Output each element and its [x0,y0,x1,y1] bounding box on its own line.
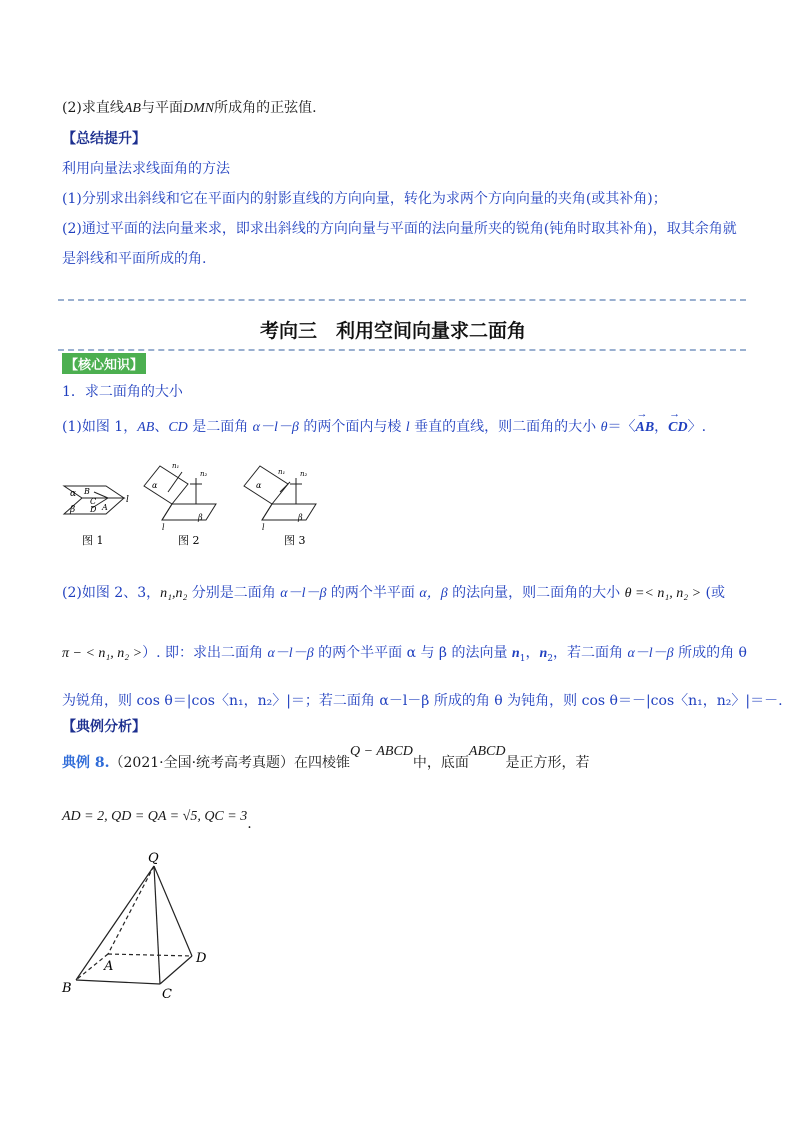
section-divider-top [58,299,746,301]
fig1-beta: β [70,505,76,515]
normal-vectors: n₁,n₂ [160,586,188,601]
vertex-B: B [62,981,72,996]
vector-cd: → CD [668,420,687,436]
vertex-D: D [196,951,207,966]
fig1-C: C [90,497,97,506]
question-2: (2)求直线AB与平面DMN所成角的正弦值. [62,100,317,116]
fig1-D: D [90,505,97,514]
figure-1-caption: 图 1 [82,534,104,547]
summary-point-2b: 是斜线和平面所成的角. [62,251,207,267]
fig1-B: B [84,487,90,496]
fig3-alpha: α [256,481,262,490]
fig2-n1: n₁ [172,462,180,470]
core-paragraph-2: (2)如图 2、3，n₁,n₂ 分别是二面角 α－l－β 的两个半平面 α，β 的法向量，则二面角的大小 θ =< n₁, n₂ > (或 [62,585,725,601]
fig2-beta: β [198,513,203,522]
fig3-l: l [262,523,265,532]
core-item-1: 1．求二面角的大小 [62,384,183,400]
section-title: 考向三 利用空间向量求二面角 [260,320,527,342]
vertex-A: A [104,959,114,974]
vertex-C: C [162,987,172,1000]
core-paragraph-1: (1)如图 1，AB、CD 是二面角 α－l－β 的两个面内与棱 l 垂直的直线，则二面角的大小 θ＝〈→ AB，→ CD〉. [62,416,706,436]
vector-ab: → AB [635,420,654,436]
vertex-Q: Q [148,851,159,866]
pyramid-figure [58,850,218,1000]
core-knowledge-badge: 【核心知识】 [62,353,146,374]
fig1-l: l [126,495,129,505]
fig2-n2: n₂ [200,470,208,478]
fig2-alpha: α [152,481,158,490]
fig3-beta: β [298,513,303,522]
angle-formula: θ =< n₁, n₂ > [624,586,702,601]
fig1-alpha: α [70,489,77,499]
figure-row [58,462,388,562]
figure-3-caption: 图 3 [284,534,306,547]
example-badge: 【典例分析】 [62,719,146,735]
figure-2-caption: 图 2 [178,534,200,547]
core-paragraph-2-line-3: 为锐角，则 cos θ＝|cos〈n₁，n₂〉|＝；若二面角 α－l－β 所成的角 θ 为钝角，则 cos θ＝－|cos〈n₁，n₂〉|＝－. [62,693,783,709]
summary-point-2a: (2)通过平面的法向量来求，即求出斜线的方向向量与平面的法向量所夹的锐角(钝角时取其补角)，取其余角就 [62,221,737,237]
example-conditions: AD = 2, QD = QA = √5, QC = 3. [62,809,252,832]
core-paragraph-2-line-2: π − < n₁, n₂ >）. 即：求出二面角 α－l－β 的两个半平面 α 与 β 的法向量 $n_1$，$n_2$，若二面角 α－l－β 所成的角 θ [62,645,747,664]
fig3-n1: n₁ [278,468,286,476]
fig1-A: A [102,503,108,512]
example-statement: 典例 8.（2021·全国·统考高考真题）在四棱锥Q − ABCD中，底面ABCD是正方形，若 [62,744,590,771]
supplement-formula: π − < n₁, n₂ > [62,646,143,661]
summary-heading: 利用向量法求线面角的方法 [62,161,230,177]
fig2-l: l [162,523,165,532]
fig3-n2: n₂ [300,470,308,478]
summary-badge: 【总结提升】 [62,131,146,147]
example-label: 典例 8. [62,755,110,771]
section-divider-bottom [58,349,746,351]
summary-point-1: (1)分别求出斜线和它在平面内的射影直线的方向向量，转化为求两个方向向量的夹角(或其补角)； [62,191,667,207]
